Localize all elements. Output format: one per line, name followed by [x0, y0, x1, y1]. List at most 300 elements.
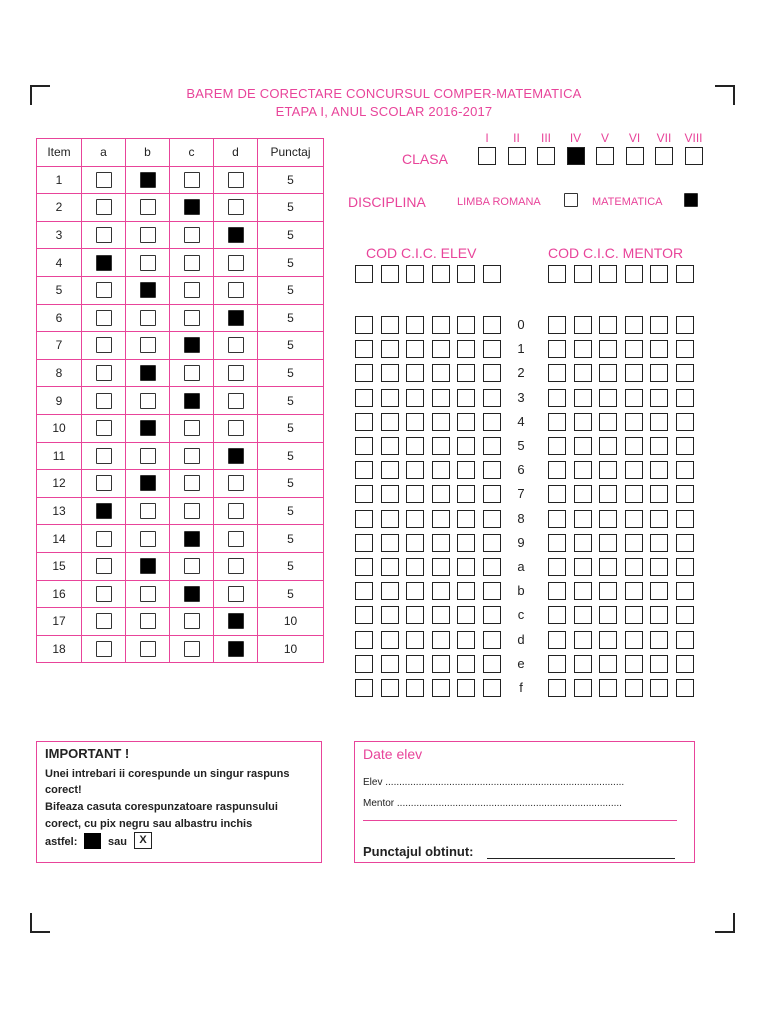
mentor-code-bubble[interactable]	[650, 558, 668, 576]
mentor-code-bubble[interactable]	[676, 606, 694, 624]
mentor-code-bubble[interactable]	[650, 437, 668, 455]
discipline-checkbox-romana[interactable]	[564, 193, 578, 207]
mentor-code-bubble[interactable]	[548, 534, 566, 552]
answer-checkbox-b[interactable]	[140, 420, 156, 436]
elev-code-bubble[interactable]	[381, 437, 399, 455]
answer-checkbox-d[interactable]	[228, 558, 244, 574]
mentor-code-bubble[interactable]	[676, 340, 694, 358]
elev-code-bubble[interactable]	[432, 340, 450, 358]
answer-checkbox-b[interactable]	[140, 310, 156, 326]
elev-code-bubble[interactable]	[355, 582, 373, 600]
elev-code-bubble[interactable]	[406, 655, 424, 673]
mentor-code-bubble[interactable]	[625, 534, 643, 552]
mentor-code-bubble[interactable]	[625, 461, 643, 479]
mentor-code-bubble[interactable]	[625, 631, 643, 649]
cod-elev-box[interactable]	[432, 265, 450, 283]
mentor-code-bubble[interactable]	[574, 606, 592, 624]
answer-checkbox-c[interactable]	[184, 586, 200, 602]
answer-checkbox-c[interactable]	[184, 199, 200, 215]
mentor-code-bubble[interactable]	[574, 485, 592, 503]
elev-code-bubble[interactable]	[457, 485, 475, 503]
elev-code-bubble[interactable]	[381, 679, 399, 697]
elev-code-bubble[interactable]	[432, 631, 450, 649]
elev-code-bubble[interactable]	[381, 558, 399, 576]
mentor-code-bubble[interactable]	[625, 437, 643, 455]
elev-code-bubble[interactable]	[406, 437, 424, 455]
mentor-code-bubble[interactable]	[548, 631, 566, 649]
answer-checkbox-d[interactable]	[228, 199, 244, 215]
mentor-code-bubble[interactable]	[676, 631, 694, 649]
answer-checkbox-a[interactable]	[96, 255, 112, 271]
cod-elev-box[interactable]	[406, 265, 424, 283]
mentor-code-bubble[interactable]	[650, 364, 668, 382]
clasa-checkbox[interactable]	[655, 147, 673, 165]
answer-checkbox-a[interactable]	[96, 503, 112, 519]
elev-code-bubble[interactable]	[406, 582, 424, 600]
answer-checkbox-b[interactable]	[140, 586, 156, 602]
answer-checkbox-c[interactable]	[184, 227, 200, 243]
elev-code-bubble[interactable]	[457, 364, 475, 382]
mentor-code-bubble[interactable]	[676, 389, 694, 407]
elev-code-bubble[interactable]	[381, 316, 399, 334]
answer-checkbox-b[interactable]	[140, 337, 156, 353]
mentor-code-bubble[interactable]	[676, 558, 694, 576]
elev-code-bubble[interactable]	[406, 461, 424, 479]
answer-checkbox-a[interactable]	[96, 393, 112, 409]
answer-checkbox-b[interactable]	[140, 255, 156, 271]
answer-cell-c	[170, 304, 214, 332]
answer-checkbox-b[interactable]	[140, 282, 156, 298]
table-row	[37, 221, 324, 249]
elev-code-bubble[interactable]	[457, 558, 475, 576]
elev-field[interactable]: Elev ......................................................................................	[363, 777, 625, 788]
elev-code-bubble[interactable]	[483, 606, 501, 624]
elev-code-bubble[interactable]	[355, 679, 373, 697]
answer-checkbox-d[interactable]	[228, 310, 244, 326]
elev-code-bubble[interactable]	[432, 364, 450, 382]
answer-checkbox-a[interactable]	[96, 448, 112, 464]
elev-code-bubble[interactable]	[355, 340, 373, 358]
mentor-code-bubble[interactable]	[650, 606, 668, 624]
mentor-code-bubble[interactable]	[548, 582, 566, 600]
elev-code-bubble[interactable]	[355, 316, 373, 334]
cod-mentor-box[interactable]	[548, 265, 566, 283]
elev-code-bubble[interactable]	[457, 510, 475, 528]
answer-cell-d	[214, 304, 258, 332]
elev-code-bubble[interactable]	[483, 316, 501, 334]
mentor-code-bubble[interactable]	[650, 510, 668, 528]
elev-code-bubble[interactable]	[381, 510, 399, 528]
answer-checkbox-d[interactable]	[228, 586, 244, 602]
answer-checkbox-d[interactable]	[228, 227, 244, 243]
cod-elev-box[interactable]	[355, 265, 373, 283]
code-digit-label: 3	[517, 389, 525, 405]
elev-code-bubble[interactable]	[381, 606, 399, 624]
answer-checkbox-d[interactable]	[228, 420, 244, 436]
mentor-code-bubble[interactable]	[599, 413, 617, 431]
elev-code-bubble[interactable]	[457, 534, 475, 552]
mentor-code-bubble[interactable]	[548, 389, 566, 407]
mentor-code-bubble[interactable]	[599, 340, 617, 358]
elev-code-bubble[interactable]	[432, 510, 450, 528]
answer-checkbox-b[interactable]	[140, 613, 156, 629]
elev-code-bubble[interactable]	[406, 510, 424, 528]
elev-code-bubble[interactable]	[406, 631, 424, 649]
elev-code-bubble[interactable]	[355, 606, 373, 624]
elev-code-bubble[interactable]	[457, 461, 475, 479]
mentor-code-bubble[interactable]	[599, 679, 617, 697]
mentor-code-bubble[interactable]	[574, 582, 592, 600]
answer-checkbox-c[interactable]	[184, 282, 200, 298]
elev-code-bubble[interactable]	[432, 413, 450, 431]
mentor-code-bubble[interactable]	[548, 364, 566, 382]
cod-mentor-box[interactable]	[625, 265, 643, 283]
mentor-code-bubble[interactable]	[548, 606, 566, 624]
elev-code-bubble[interactable]	[457, 582, 475, 600]
answer-checkbox-a[interactable]	[96, 199, 112, 215]
cod-mentor-box[interactable]	[599, 265, 617, 283]
mentor-code-bubble[interactable]	[574, 364, 592, 382]
answer-checkbox-b[interactable]	[140, 227, 156, 243]
elev-code-bubble[interactable]	[432, 316, 450, 334]
elev-code-bubble[interactable]	[355, 558, 373, 576]
clasa-checkbox[interactable]	[685, 147, 703, 165]
answer-checkbox-b[interactable]	[140, 475, 156, 491]
answer-checkbox-a[interactable]	[96, 586, 112, 602]
elev-code-bubble[interactable]	[355, 655, 373, 673]
elev-code-bubble[interactable]	[355, 631, 373, 649]
elev-code-bubble[interactable]	[355, 485, 373, 503]
elev-code-bubble[interactable]	[432, 679, 450, 697]
mentor-code-bubble[interactable]	[548, 679, 566, 697]
answer-checkbox-a[interactable]	[96, 365, 112, 381]
item-points: 5	[258, 359, 324, 387]
answer-checkbox-c[interactable]	[184, 365, 200, 381]
mentor-code-bubble[interactable]	[599, 631, 617, 649]
elev-code-bubble[interactable]	[355, 413, 373, 431]
answer-checkbox-a[interactable]	[96, 282, 112, 298]
elev-code-bubble[interactable]	[406, 558, 424, 576]
elev-code-bubble[interactable]	[483, 364, 501, 382]
elev-code-bubble[interactable]	[432, 389, 450, 407]
answer-checkbox-a[interactable]	[96, 172, 112, 188]
elev-code-bubble[interactable]	[483, 679, 501, 697]
answer-checkbox-d[interactable]	[228, 503, 244, 519]
elev-code-bubble[interactable]	[406, 364, 424, 382]
answer-checkbox-a[interactable]	[96, 475, 112, 491]
answer-checkbox-d[interactable]	[228, 448, 244, 464]
cod-elev-box[interactable]	[381, 265, 399, 283]
mentor-code-bubble[interactable]	[625, 316, 643, 334]
mentor-code-bubble[interactable]	[625, 510, 643, 528]
elev-code-bubble[interactable]	[483, 534, 501, 552]
answer-cell-d	[214, 580, 258, 608]
mentor-code-bubble[interactable]	[676, 461, 694, 479]
mentor-code-bubble[interactable]	[676, 316, 694, 334]
mentor-code-bubble[interactable]	[676, 437, 694, 455]
answer-checkbox-b[interactable]	[140, 531, 156, 547]
mentor-code-bubble[interactable]	[625, 655, 643, 673]
mentor-code-bubble[interactable]	[599, 389, 617, 407]
mentor-code-bubble[interactable]	[574, 655, 592, 673]
elev-code-bubble[interactable]	[457, 340, 475, 358]
elev-code-bubble[interactable]	[406, 340, 424, 358]
mentor-code-bubble[interactable]	[574, 389, 592, 407]
mentor-code-bubble[interactable]	[574, 558, 592, 576]
mentor-code-bubble[interactable]	[676, 510, 694, 528]
mentor-code-bubble[interactable]	[625, 413, 643, 431]
answer-checkbox-d[interactable]	[228, 641, 244, 657]
clasa-checkbox[interactable]	[596, 147, 614, 165]
answer-checkbox-b[interactable]	[140, 641, 156, 657]
elev-code-bubble[interactable]	[483, 582, 501, 600]
answer-checkbox-a[interactable]	[96, 310, 112, 326]
mentor-code-bubble[interactable]	[625, 582, 643, 600]
mentor-code-bubble[interactable]	[676, 655, 694, 673]
mentor-code-bubble[interactable]	[599, 606, 617, 624]
answer-checkbox-b[interactable]	[140, 199, 156, 215]
clasa-checkbox[interactable]	[626, 147, 644, 165]
answer-checkbox-a[interactable]	[96, 613, 112, 629]
elev-code-bubble[interactable]	[483, 485, 501, 503]
mentor-code-bubble[interactable]	[676, 679, 694, 697]
mentor-code-bubble[interactable]	[676, 534, 694, 552]
elev-code-bubble[interactable]	[381, 534, 399, 552]
clasa-checkbox[interactable]	[567, 147, 585, 165]
mentor-code-bubble[interactable]	[650, 340, 668, 358]
elev-code-bubble[interactable]	[406, 606, 424, 624]
mentor-code-bubble[interactable]	[574, 631, 592, 649]
elev-code-bubble[interactable]	[381, 631, 399, 649]
elev-code-bubble[interactable]	[432, 606, 450, 624]
mentor-code-bubble[interactable]	[599, 582, 617, 600]
elev-code-bubble[interactable]	[381, 364, 399, 382]
mentor-code-bubble[interactable]	[625, 606, 643, 624]
elev-code-bubble[interactable]	[457, 413, 475, 431]
elev-code-bubble[interactable]	[406, 389, 424, 407]
mentor-code-bubble[interactable]	[574, 340, 592, 358]
elev-code-bubble[interactable]	[483, 510, 501, 528]
answer-checkbox-c[interactable]	[184, 255, 200, 271]
elev-code-bubble[interactable]	[432, 582, 450, 600]
elev-code-bubble[interactable]	[355, 389, 373, 407]
answer-checkbox-d[interactable]	[228, 393, 244, 409]
cod-elev-box[interactable]	[483, 265, 501, 283]
elev-code-bubble[interactable]	[381, 485, 399, 503]
answer-checkbox-a[interactable]	[96, 337, 112, 353]
mentor-code-bubble[interactable]	[548, 437, 566, 455]
mentor-code-bubble[interactable]	[574, 679, 592, 697]
answer-checkbox-b[interactable]	[140, 448, 156, 464]
elev-code-bubble[interactable]	[483, 437, 501, 455]
elev-code-bubble[interactable]	[355, 534, 373, 552]
answer-checkbox-c[interactable]	[184, 310, 200, 326]
elev-code-bubble[interactable]	[432, 655, 450, 673]
mentor-code-bubble[interactable]	[574, 316, 592, 334]
mentor-code-bubble[interactable]	[599, 655, 617, 673]
elev-code-bubble[interactable]	[432, 461, 450, 479]
mentor-code-bubble[interactable]	[650, 316, 668, 334]
answer-cell-c	[170, 635, 214, 663]
elev-code-bubble[interactable]	[457, 606, 475, 624]
answer-checkbox-c[interactable]	[184, 503, 200, 519]
answer-checkbox-c[interactable]	[184, 531, 200, 547]
cod-mentor-box[interactable]	[574, 265, 592, 283]
mentor-code-bubble[interactable]	[599, 316, 617, 334]
mentor-code-bubble[interactable]	[625, 340, 643, 358]
answer-checkbox-b[interactable]	[140, 558, 156, 574]
item-number: 8	[37, 359, 82, 387]
elev-code-bubble[interactable]	[406, 413, 424, 431]
code-digit-label: 8	[517, 510, 525, 526]
elev-code-bubble[interactable]	[355, 364, 373, 382]
answer-checkbox-c[interactable]	[184, 613, 200, 629]
answer-checkbox-b[interactable]	[140, 365, 156, 381]
answer-checkbox-c[interactable]	[184, 393, 200, 409]
elev-code-bubble[interactable]	[457, 437, 475, 455]
mentor-code-bubble[interactable]	[650, 461, 668, 479]
elev-code-bubble[interactable]	[483, 389, 501, 407]
elev-code-bubble[interactable]	[483, 413, 501, 431]
clasa-checkbox[interactable]	[537, 147, 555, 165]
mentor-code-bubble[interactable]	[650, 534, 668, 552]
elev-code-bubble[interactable]	[432, 534, 450, 552]
elev-code-bubble[interactable]	[483, 558, 501, 576]
mentor-code-bubble[interactable]	[599, 485, 617, 503]
mentor-code-bubble[interactable]	[548, 413, 566, 431]
mentor-code-bubble[interactable]	[676, 364, 694, 382]
elev-code-bubble[interactable]	[406, 485, 424, 503]
answer-checkbox-c[interactable]	[184, 172, 200, 188]
cod-mentor-box[interactable]	[676, 265, 694, 283]
mentor-code-bubble[interactable]	[625, 485, 643, 503]
mentor-code-bubble[interactable]	[548, 461, 566, 479]
answer-checkbox-d[interactable]	[228, 613, 244, 629]
answer-checkbox-c[interactable]	[184, 448, 200, 464]
discipline-checkbox-matematica[interactable]	[684, 193, 698, 207]
item-points: 5	[258, 249, 324, 277]
mentor-code-bubble[interactable]	[548, 340, 566, 358]
answer-checkbox-d[interactable]	[228, 282, 244, 298]
elev-code-bubble[interactable]	[432, 558, 450, 576]
mentor-code-bubble[interactable]	[548, 655, 566, 673]
elev-code-bubble[interactable]	[381, 582, 399, 600]
punctaj-field[interactable]	[487, 858, 675, 859]
elev-code-bubble[interactable]	[406, 679, 424, 697]
answer-checkbox-a[interactable]	[96, 558, 112, 574]
mentor-code-bubble[interactable]	[599, 510, 617, 528]
elev-code-bubble[interactable]	[355, 510, 373, 528]
page-title: BAREM DE CORECTARE CONCURSUL COMPER-MATEMATICA	[186, 86, 582, 101]
elev-code-bubble[interactable]	[432, 485, 450, 503]
mentor-code-bubble[interactable]	[574, 510, 592, 528]
answer-checkbox-a[interactable]	[96, 641, 112, 657]
answer-checkbox-a[interactable]	[96, 531, 112, 547]
mentor-code-bubble[interactable]	[574, 534, 592, 552]
mentor-code-bubble[interactable]	[676, 485, 694, 503]
elev-code-bubble[interactable]	[457, 631, 475, 649]
answer-checkbox-d[interactable]	[228, 172, 244, 188]
mentor-code-bubble[interactable]	[548, 510, 566, 528]
elev-code-bubble[interactable]	[381, 461, 399, 479]
mentor-code-bubble[interactable]	[548, 485, 566, 503]
elev-code-bubble[interactable]	[483, 655, 501, 673]
mentor-code-bubble[interactable]	[650, 413, 668, 431]
elev-code-bubble[interactable]	[457, 316, 475, 334]
mentor-code-bubble[interactable]	[650, 631, 668, 649]
elev-code-bubble[interactable]	[355, 437, 373, 455]
answer-checkbox-b[interactable]	[140, 393, 156, 409]
mentor-field[interactable]: Mentor .................................................................................	[363, 798, 622, 809]
answer-checkbox-b[interactable]	[140, 503, 156, 519]
answer-checkbox-d[interactable]	[228, 365, 244, 381]
answer-checkbox-d[interactable]	[228, 255, 244, 271]
cod-mentor-box[interactable]	[650, 265, 668, 283]
mentor-code-bubble[interactable]	[548, 316, 566, 334]
elev-code-bubble[interactable]	[483, 340, 501, 358]
answer-checkbox-c[interactable]	[184, 420, 200, 436]
mentor-code-bubble[interactable]	[574, 437, 592, 455]
elev-code-bubble[interactable]	[483, 631, 501, 649]
answer-checkbox-b[interactable]	[140, 172, 156, 188]
mentor-code-bubble[interactable]	[599, 461, 617, 479]
elev-code-bubble[interactable]	[483, 461, 501, 479]
mentor-code-bubble[interactable]	[625, 679, 643, 697]
answer-checkbox-c[interactable]	[184, 641, 200, 657]
mentor-code-bubble[interactable]	[625, 558, 643, 576]
elev-code-bubble[interactable]	[406, 534, 424, 552]
mentor-code-bubble[interactable]	[676, 582, 694, 600]
cod-elev-box[interactable]	[457, 265, 475, 283]
answer-checkbox-d[interactable]	[228, 531, 244, 547]
mentor-code-bubble[interactable]	[676, 413, 694, 431]
answer-checkbox-d[interactable]	[228, 337, 244, 353]
mentor-code-bubble[interactable]	[599, 437, 617, 455]
clasa-checkbox[interactable]	[478, 147, 496, 165]
elev-code-bubble[interactable]	[457, 679, 475, 697]
mentor-code-bubble[interactable]	[650, 389, 668, 407]
elev-code-bubble[interactable]	[381, 413, 399, 431]
mentor-code-bubble[interactable]	[599, 558, 617, 576]
answer-checkbox-a[interactable]	[96, 420, 112, 436]
elev-code-bubble[interactable]	[406, 316, 424, 334]
mentor-code-bubble[interactable]	[574, 413, 592, 431]
answer-checkbox-c[interactable]	[184, 475, 200, 491]
elev-code-bubble[interactable]	[381, 655, 399, 673]
mentor-code-bubble[interactable]	[650, 485, 668, 503]
mentor-code-bubble[interactable]	[650, 655, 668, 673]
answer-checkbox-d[interactable]	[228, 475, 244, 491]
elev-code-bubble[interactable]	[432, 437, 450, 455]
mentor-code-bubble[interactable]	[548, 558, 566, 576]
mentor-code-bubble[interactable]	[650, 582, 668, 600]
mentor-code-bubble[interactable]	[625, 389, 643, 407]
mentor-code-bubble[interactable]	[650, 679, 668, 697]
clasa-checkbox[interactable]	[508, 147, 526, 165]
mentor-code-bubble[interactable]	[574, 461, 592, 479]
elev-code-bubble[interactable]	[457, 655, 475, 673]
elev-code-bubble[interactable]	[355, 461, 373, 479]
answer-checkbox-c[interactable]	[184, 337, 200, 353]
mentor-code-bubble[interactable]	[599, 534, 617, 552]
mentor-code-bubble[interactable]	[599, 364, 617, 382]
answer-checkbox-a[interactable]	[96, 227, 112, 243]
answer-checkbox-c[interactable]	[184, 558, 200, 574]
elev-code-bubble[interactable]	[381, 389, 399, 407]
mentor-code-bubble[interactable]	[625, 364, 643, 382]
elev-code-bubble[interactable]	[457, 389, 475, 407]
elev-code-bubble[interactable]	[381, 340, 399, 358]
